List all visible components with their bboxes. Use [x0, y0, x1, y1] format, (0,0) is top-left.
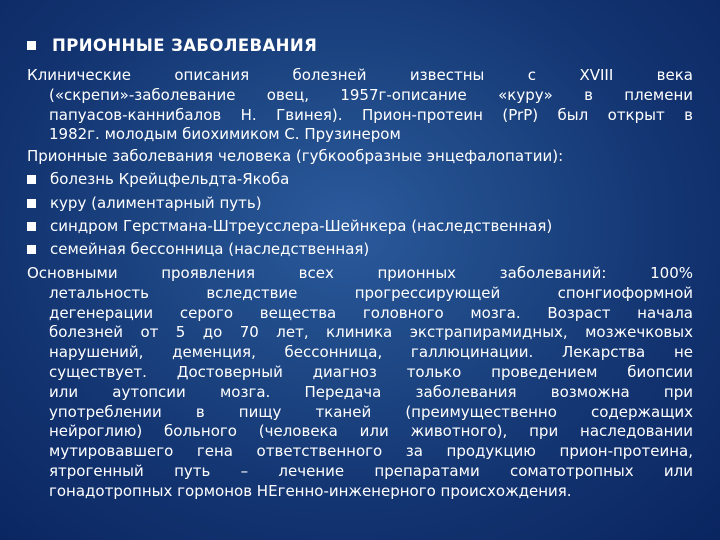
disease-text: болезнь Крейцфельдта-Якоба	[50, 170, 290, 188]
intro-line: папуасов-каннибалов Н. Гвинея). Прион-протеин (PrP) был открыт в	[49, 105, 693, 124]
disease-list-item	[27, 240, 369, 259]
manifestations-line: существует. Достоверный диагноз только проведением биопсии	[49, 362, 693, 381]
manifestations-line: болезней от 5 до 70 лет, клиника экстрапирамидных, мозжечковых	[49, 323, 693, 342]
manifestations-line: мутировавшего гена ответственного за продукцию прион-протеина,	[49, 442, 693, 461]
manifestations-line: ятрогенный путь – лечение препаратами соматотропных или	[49, 461, 693, 480]
manifestations-line: Основными проявления всех прионных заболеваний: 100%	[27, 264, 693, 282]
slide-title	[27, 36, 317, 55]
intro-line: («скрепи»-заболевание овец, 1957г-описание «куру» в племени	[49, 85, 693, 104]
disease-text: синдром Герстмана-Штреусслера-Шейнкера (наследственная)	[50, 217, 553, 235]
manifestations-line: употреблении в пищу тканей (преимущественно содержащих	[49, 402, 693, 421]
manifestations-line: нейроглию) больного (человека или животного), при наследовании	[49, 422, 693, 441]
manifestations-paragraph	[27, 264, 693, 502]
manifestations-line: или аутопсии мозга. Передача заболевания возможна при	[49, 382, 693, 401]
square-bullet-icon	[27, 222, 36, 231]
title-text: ПРИОННЫЕ ЗАБОЛЕВАНИЯ	[52, 36, 318, 55]
disease-list-item	[27, 217, 552, 236]
square-bullet-icon	[27, 175, 36, 184]
human-diseases-heading	[27, 147, 693, 167]
square-bullet-icon	[27, 41, 36, 50]
manifestations-line: нарушений, деменция, бессонница, галлюцинации. Лекарства не	[49, 343, 693, 362]
intro-paragraph	[27, 66, 693, 145]
square-bullet-icon	[27, 199, 36, 208]
disease-list-item	[27, 170, 289, 189]
manifestations-line: летальность вследствие прогрессирующей спонгиоформной	[49, 283, 693, 302]
intro-line: Клинические описания болезней известны с XVIII века	[27, 66, 693, 84]
manifestations-line: гонадотропных гормонов НЕгенно-инженерного происхождения.	[49, 481, 572, 500]
heading-text: Прионные заболевания человека (губкообразные энцефалопатии):	[27, 147, 564, 165]
disease-text: семейная бессонница (наследственная)	[50, 240, 370, 258]
disease-text: куру (алиментарный путь)	[50, 194, 262, 212]
intro-line: 1982г. молодым биохимиком С. Прузинером	[49, 125, 401, 144]
square-bullet-icon	[27, 245, 36, 254]
manifestations-line: дегенерации серого вещества головного мозга. Возраст начала	[49, 303, 693, 322]
disease-list-item	[27, 194, 262, 213]
